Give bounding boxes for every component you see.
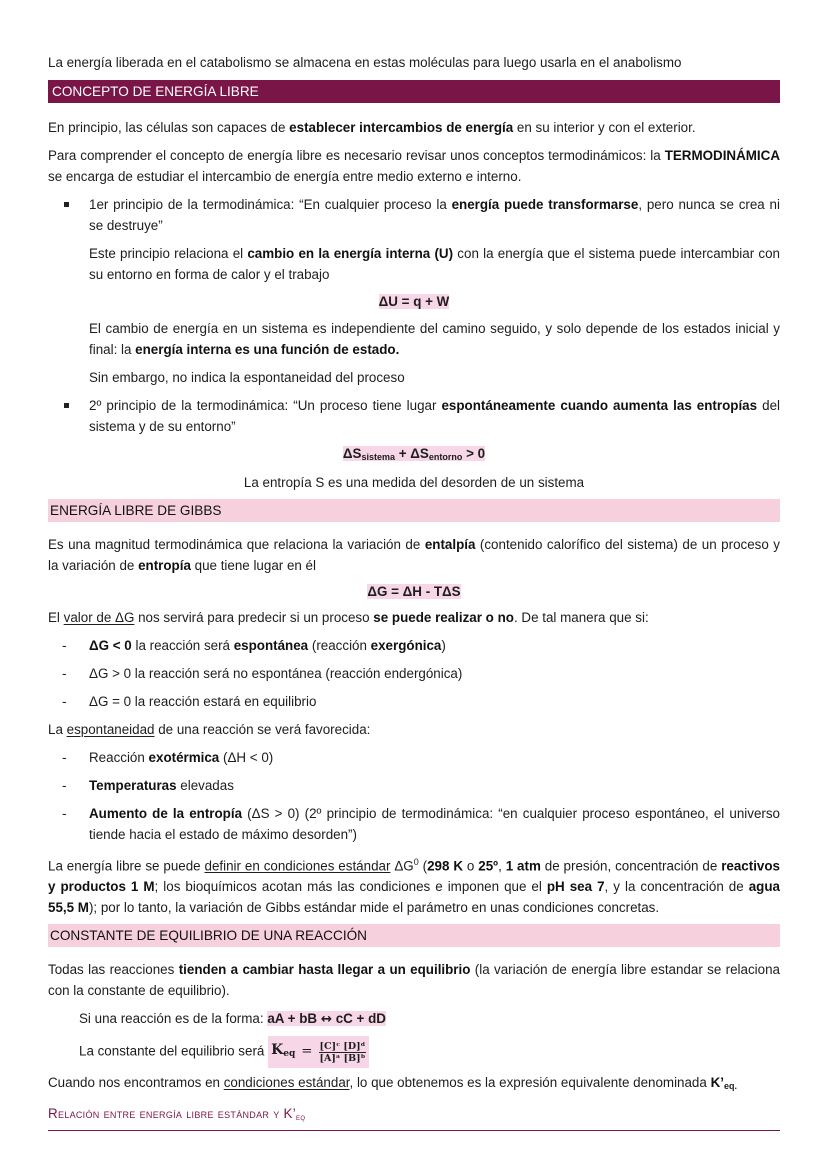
list-item-dg-negative: - ΔG < 0 la reacción será espontánea (reacción exergónica) (62, 638, 446, 653)
double-arrow-icon: ↔ (320, 1012, 332, 1028)
list-item-temperature: - Temperaturas elevadas (62, 778, 234, 793)
bullet-square-icon (64, 403, 69, 408)
list-item-exothermic: - Reacción exotérmica (ΔH < 0) (62, 750, 274, 765)
first-law-state-function: El cambio de energía en un sistema es independiente del camino seguido, y solo depende de los estados inicial y final: la energía interna es una función de estado. (89, 321, 780, 357)
s3-standard-keq: Cuando nos encontramos en condiciones estándar, lo que obtenemos es la expresión equivalente denominada $K’_{eq.}$ (48, 1075, 737, 1092)
s3-paragraph-1: Todas las reacciones tienden a cambiar hasta llegar a un equilibrio (la variación de energía libre estandar se relaciona con la constante de equilibrio). (48, 962, 780, 999)
bullet-square-icon (64, 202, 69, 207)
s2-paragraph-1: Es una magnitud termodinámica que relaciona la variación de entalpía (contenido calorífico del sistema) de un proceso y la variación de entropía que tiene lugar en él (48, 537, 780, 573)
formula-delta-g: ΔG = ΔH - TΔS (367, 584, 461, 599)
list-item-dg-positive: - ΔG > 0 la reacción será no espontánea (reacción endergónica) (62, 666, 463, 681)
s1-paragraph-1: En principio, las células son capaces de establecer intercambios de energía en su interior y con el exterior. (48, 120, 696, 135)
bullet-first-law: 1er principio de la termodinámica: “En cualquier proceso la energía puede transformarse, pero nunca se crea ni se destruye” (48, 194, 780, 236)
first-law-spontaneity-note: Sin embargo, no indica la espontaneidad del proceso (89, 370, 405, 385)
list-item-entropy: - Aumento de la entropía (ΔS > 0) (2º principio de termodinámica: “en cualquier proceso espontáneo, el universo tiende hacia el estado de máximo desorden”) (62, 806, 780, 842)
list-item-dg-zero: - ΔG = 0 la reacción estará en equilibrio (62, 694, 317, 709)
subheading-relacion: Relación entre energía libre estándar y $K’_{eq}$ (48, 1103, 780, 1131)
document-page (48, 52, 780, 1131)
bullet-second-law: 2º principio de la termodinámica: “Un proceso tiene lugar espontáneamente cuando aumenta las entropías del sistema y de su entorno” (48, 395, 780, 437)
keq-formula: $K_{eq}$ = $\frac{\text{[C]ᶜ [D]ᵈ}}{\text{[A]ᵃ [B]ᵇ}}$ (268, 1036, 369, 1068)
s2-paragraph-standard-conditions: La energía libre se puede definir en condiciones estándar $\Delta G^0$ (298 K o 25º, 1 atm de presión, concentración de reactivos y productos 1 M; los bioquímicos acotan más las condiciones e imponen que el pH sea 7, y la concentración de agua 55,5 M); por lo tanto, la variación de Gibbs estándar mide el parámetro en unas condiciones concretas. (48, 857, 780, 916)
s2-paragraph-2: El valor de ΔG nos servirá para predecir si un proceso se puede realizar o no. De tal manera que si: (48, 610, 649, 625)
section-heading-equilibrio: CONSTANTE DE EQUILIBRIO DE UNA REACCIÓN (48, 924, 780, 947)
formula-delta-s: $\Delta S_{sistema} + \Delta S_{entorno} > 0$ (342, 446, 486, 462)
s1-paragraph-2: Para comprender el concepto de energía libre es necesario revisar unos conceptos termodinámicos: la TERMODINÁMICA se encarga de estudiar el intercambio de energía entre medio externo e interno. (48, 148, 780, 184)
entropy-note: La entropía S es una medida del desorden de un sistema (243, 475, 585, 490)
s2-paragraph-3: La espontaneidad de una reacción se verá favorecida: (48, 722, 371, 737)
first-law-explanation: Este principio relaciona el cambio en la energía interna (U) con la energía que el sistema puede intercambiar con su entorno en forma de calor y el trabajo (89, 246, 780, 282)
section-heading-gibbs: ENERGÍA LIBRE DE GIBBS (48, 499, 780, 522)
s3-keq-definition: La constante del equilibrio será $K_{eq}$ = $\frac{\text{[C]ᶜ [D]ᵈ}}{\text{[A]ᵃ [B]ᵇ}}$ (48, 1036, 780, 1068)
section-heading-energia-libre: CONCEPTO DE ENERGÍA LIBRE (48, 80, 780, 103)
formula-delta-u: ΔU = q + W (378, 294, 450, 309)
intro-line: La energía liberada en el catabolismo se almacena en estas moléculas para luego usarla en el anabolismo (48, 55, 682, 70)
s3-reaction-form: Si una reacción es de la forma: aA + bB ↔ cC + dD (79, 1011, 386, 1028)
